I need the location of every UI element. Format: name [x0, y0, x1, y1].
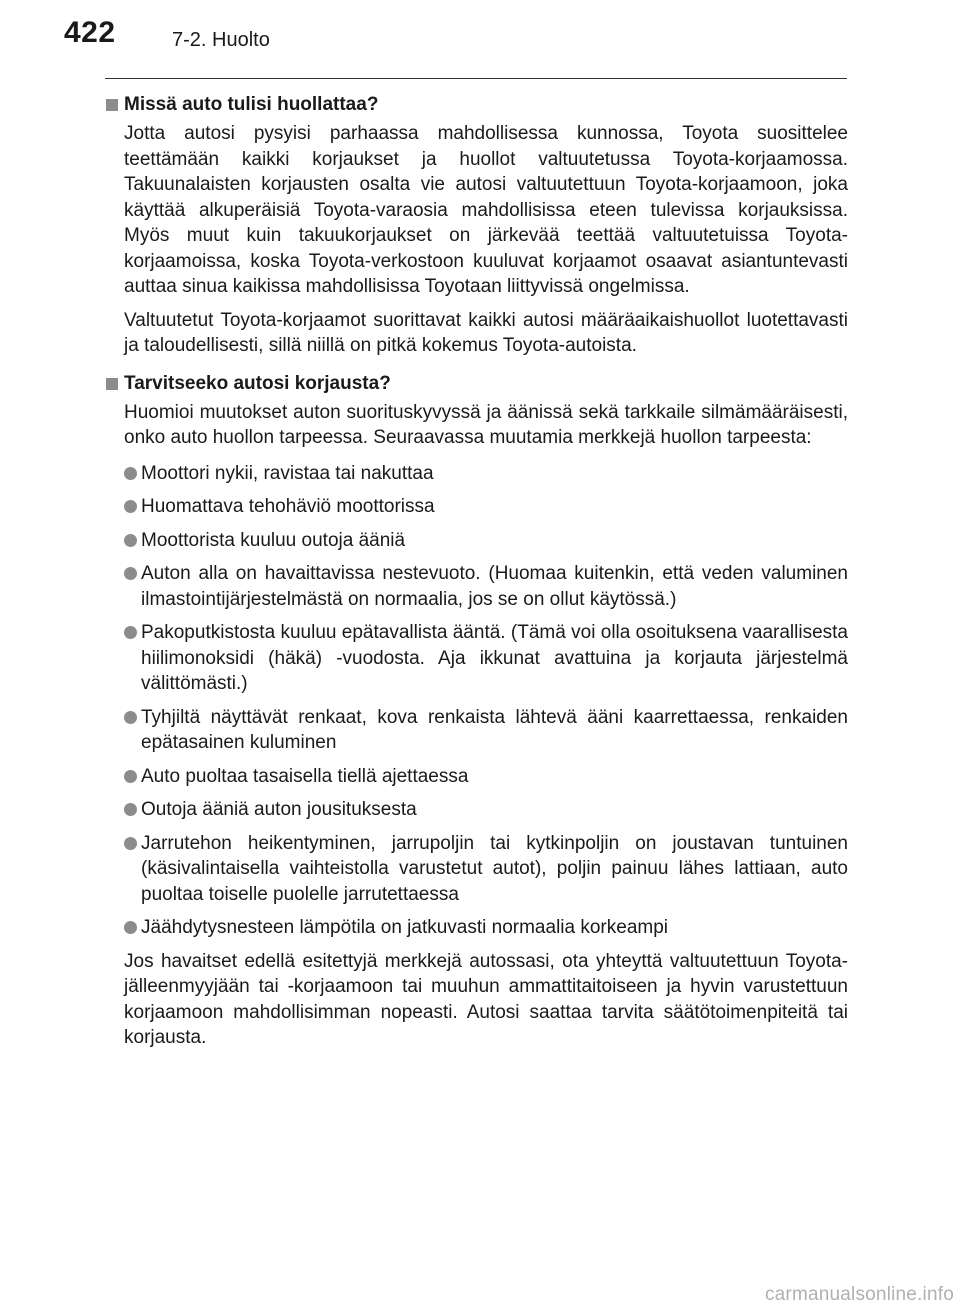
circle-bullet-icon — [124, 770, 137, 783]
list-item — [124, 494, 848, 520]
circle-bullet-icon — [124, 626, 137, 639]
circle-bullet-icon — [124, 567, 137, 580]
list-item — [124, 620, 848, 697]
circle-bullet-icon — [124, 803, 137, 816]
circle-bullet-icon — [124, 467, 137, 480]
list-item-text: Jarrutehon heikentyminen, jarrupoljin tai kytkinpoljin on joustavan tuntuinen (käsivalintaisella vaihteistolla varustetut autot), poljin painuu lähes lattiaan, auto puoltaa toiselle puolelle jarrutettaessa — [141, 832, 848, 905]
square-bullet-icon — [106, 99, 118, 111]
section-title: 7-2. Huolto — [172, 29, 270, 51]
section-heading-service-location — [106, 92, 848, 118]
header-divider — [105, 78, 847, 79]
list-item — [124, 461, 848, 487]
circle-bullet-icon — [124, 500, 137, 513]
list-item-text: Jäähdytysnesteen lämpötila on jatkuvasti normaalia korkeampi — [141, 917, 668, 938]
circle-bullet-icon — [124, 837, 137, 850]
circle-bullet-icon — [124, 921, 137, 934]
paragraph: Valtuutetut Toyota-korjaamot suorittavat kaikki autosi määräaikaishuollot luotettavasti ja taloudellisesti, sillä niillä on pitkä kokemus Toyota-autoista. — [124, 309, 848, 356]
list-item-text: Pakoputkistosta kuuluu epätavallista ääntä. (Tämä voi olla osoituksena vaarallisesta hiilimonoksidi (häkä) -vuodosta. Aja ikkunat avattuina ja korjauta järjestelmä välittömästi.) — [141, 622, 848, 694]
list-item — [124, 764, 848, 790]
page-header — [0, 0, 960, 80]
list-item-text: Tyhjiltä näyttävät renkaat, kova renkaista lähtevä ääni kaarrettaessa, renkaiden epätasainen kuluminen — [141, 706, 848, 753]
page-content — [106, 92, 848, 1057]
closing-paragraph: Jos havaitset edellä esitettyjä merkkejä autossasi, ota yhteyttä valtuutettuun Toyota-jälleenmyyjään tai -korjaamoon tai muuhun ammattitaitoiseen ja hyvin varustettuun korjaamoon mahdollisimman nopeasti. Autosi saattaa tarvita säätötoimenpiteitä tai korjausta. — [124, 950, 848, 1048]
list-item-text: Outoja ääniä auton jousituksesta — [141, 799, 417, 820]
list-item-text: Auto puoltaa tasaisella tiellä ajettaessa — [141, 765, 469, 787]
square-bullet-icon — [106, 378, 118, 390]
list-item — [124, 705, 848, 756]
symptom-list — [106, 461, 848, 941]
circle-bullet-icon — [124, 711, 137, 724]
section-heading-repair-needed — [106, 371, 848, 397]
circle-bullet-icon — [124, 534, 137, 547]
heading-text: Tarvitseeko autosi korjausta? — [124, 372, 391, 394]
watermark: carmanualsonline.info — [764, 1284, 954, 1305]
list-item — [124, 915, 848, 941]
paragraph: Jotta autosi pysyisi parhaassa mahdollisessa kunnossa, Toyota suosittelee teettämään kaikki korjaukset ja huollot valtuutetussa Toyota-korjaamossa. Takuunalaisten korjausten osalta vie autosi valtuutettuun Toyota-korjaamoon, joka käyttää alkuperäisiä Toyota-varaosia mahdollisissa eteen tulevissa korjauksissa. Myös muut kuin takuukorjaukset on järkevää teettää valtuutetuissa Toyota-korjaamoissa, koska Toyota-verkostoon kuuluvat korjaamot osaavat asiantuntevasti auttaa sinua kaikissa mahdollisissa Toyotaan liittyvissä ongelmissa. — [124, 123, 848, 297]
paragraph: Huomioi muutokset auton suorituskyvyssä ja äänissä sekä tarkkaile silmämääräisesti, onko auto huollon tarpeessa. Seuraavassa muutamia merkkejä huollon tarpeesta: — [124, 401, 848, 448]
page-number: 422 — [64, 16, 116, 49]
list-item — [124, 831, 848, 908]
list-item-text: Moottorista kuuluu outoja ääniä — [141, 529, 406, 551]
list-item — [124, 561, 848, 612]
list-item — [124, 797, 848, 823]
list-item-text: Moottori nykii, ravistaa tai nakuttaa — [141, 462, 434, 484]
list-item-text: Huomattava tehohäviö moottorissa — [141, 496, 435, 517]
list-item-text: Auton alla on havaittavissa nestevuoto. (Huomaa kuitenkin, että veden valuminen ilmastointijärjestelmästä on normaalia, jos se on ollut käytössä.) — [141, 563, 848, 610]
heading-text: Missä auto tulisi huollattaa? — [124, 94, 379, 115]
list-item — [124, 528, 848, 554]
